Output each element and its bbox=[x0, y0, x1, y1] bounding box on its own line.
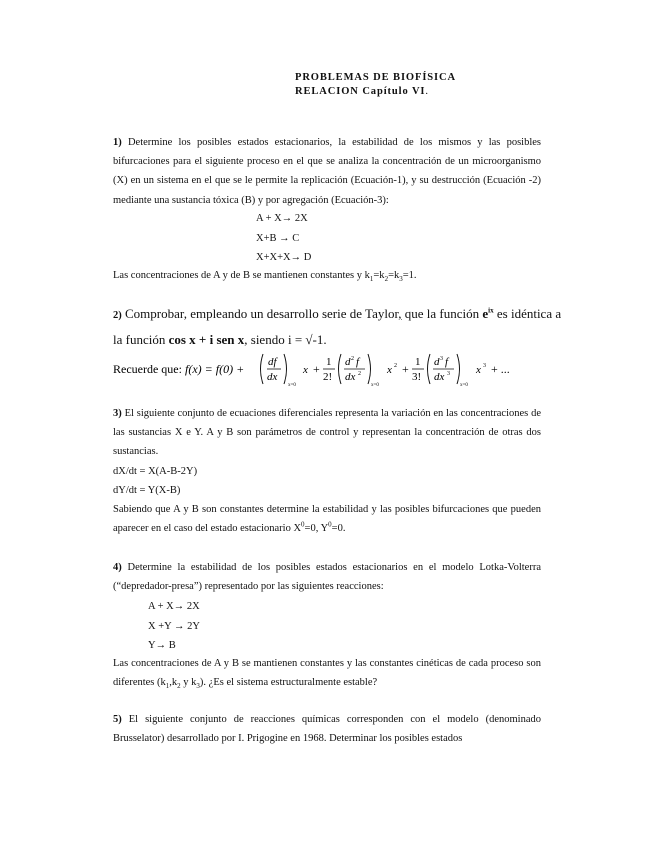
formula-lhs: f(x) = f(0) + bbox=[185, 362, 245, 376]
problem-5-number: 5) bbox=[113, 714, 122, 725]
problem-1-text: Determine los posibles estados estacionarios, la estabilidad de los mismos y las posibles bifurcaciones para el siguiente proceso en el que se analiza la concentración de un microorganismo (X) en un sistema en el que se le permite la replicación (Ecuación-1), y su destrucción (Ecuación -2) mediante una sustancia tóxica (B) y por agregación (Ecuación-3): bbox=[113, 137, 541, 206]
problem-2 bbox=[113, 302, 562, 352]
problem-4-reactions bbox=[148, 597, 200, 656]
title-line-2-text: RELACION Capítulo VI bbox=[295, 86, 426, 97]
problem-3-text: El siguiente conjunto de ecuaciones diferenciales representa la variación en las concentraciones de las sustancias X e Y. A y B son parámetros de control y representan la concentración de otras dos sustancias. bbox=[113, 408, 541, 458]
problem-1-closing-line bbox=[113, 266, 541, 285]
x-steady-superscript: 0 bbox=[301, 520, 305, 529]
k-subscript-1: 1 bbox=[369, 275, 374, 284]
term-2-power: 2 bbox=[394, 363, 397, 369]
problem-1-number: 1) bbox=[113, 137, 122, 148]
k-separator-1: ,k bbox=[169, 677, 178, 689]
reaction-3: Y→ B bbox=[148, 640, 176, 651]
d2-order: 2 bbox=[351, 356, 354, 362]
problem-4-statement bbox=[113, 558, 541, 596]
problem-3-number: 3) bbox=[113, 408, 122, 419]
problem-2-text-a: Comprobar, empleando un desarrollo serie de Taylor bbox=[125, 306, 399, 321]
problem-2-text-c: es idéntica a bbox=[493, 306, 562, 321]
k-symbol: k bbox=[364, 270, 370, 281]
problem-4-number: 4) bbox=[113, 562, 122, 573]
problem-2-text-b: que la función bbox=[401, 306, 483, 321]
term-3-power: 3 bbox=[483, 363, 486, 369]
d2-dx-order: 2 bbox=[358, 371, 361, 377]
problem-3-question-text: Sabiendo que A y B son constantes determine la estabilidad y las posibles bifurcaciones que pueden aparecer en el caso del estado estacionario X bbox=[113, 504, 541, 535]
eval-point-1: x=0 bbox=[288, 383, 296, 388]
k-symbol: =k bbox=[388, 270, 400, 281]
d1-numerator: df bbox=[268, 356, 277, 368]
problem-4-closing-text bbox=[113, 654, 541, 692]
d3-dx-order: 3 bbox=[447, 371, 450, 377]
problem-1-reactions bbox=[256, 209, 311, 268]
k-equality bbox=[364, 270, 417, 284]
problem-4-closing-b: ). ¿Es el sistema estructuralmente estable? bbox=[199, 677, 378, 689]
title-line-1: PROBLEMAS DE BIOFÍSICA bbox=[295, 72, 456, 83]
y-steady-superscript: 0 bbox=[328, 520, 332, 529]
k-separator-2: y k bbox=[180, 677, 197, 689]
e-symbol: e bbox=[482, 306, 489, 321]
problem-3 bbox=[113, 404, 541, 538]
problem-4-closing bbox=[113, 654, 541, 692]
title-line-2 bbox=[295, 85, 456, 99]
d2-dx: dx bbox=[345, 371, 356, 383]
problem-2-line-2-b: , siendo i = √-1. bbox=[244, 332, 327, 347]
problem-2-line-1 bbox=[113, 302, 562, 328]
problem-2-comma: , bbox=[398, 306, 402, 321]
euler-expression: cos x + i sen x bbox=[168, 332, 245, 347]
factorial-3: 3! bbox=[412, 371, 422, 383]
d3-order: 3 bbox=[440, 356, 443, 362]
taylor-formula bbox=[113, 350, 533, 390]
equation-dy: dY/dt = Y(X-B) bbox=[113, 484, 181, 496]
k-subscript-1: 1 bbox=[165, 682, 170, 691]
k-symbol: =k bbox=[373, 270, 385, 281]
d1-denominator: dx bbox=[267, 371, 278, 383]
term-3-x: x bbox=[476, 364, 481, 376]
problem-4-text: Determine la estabilidad de los posibles estados estacionarios en el modelo Lotka-Volterra (“depredador-presa”) representado por las siguientes reacciones: bbox=[113, 562, 541, 593]
problem-3-question-mid: =0, Y bbox=[304, 523, 329, 535]
eval-point-3: x=0 bbox=[460, 383, 468, 388]
problem-2-line-2 bbox=[113, 328, 553, 352]
problem-3-question bbox=[113, 500, 541, 538]
k-subscript-2: 2 bbox=[384, 275, 389, 284]
paren-open-3 bbox=[428, 354, 431, 384]
formula-tail: + ... bbox=[491, 362, 510, 376]
reaction-3: X+X+X→ D bbox=[256, 252, 312, 263]
paren-open-1 bbox=[261, 354, 264, 384]
term-1-x: x bbox=[303, 364, 308, 376]
title-line-2-period: . bbox=[425, 86, 429, 97]
eval-point-2: x=0 bbox=[371, 383, 379, 388]
plus-1: + bbox=[313, 362, 320, 376]
d2-d: d bbox=[345, 356, 351, 368]
reaction-1: A + X→ 2X bbox=[256, 213, 308, 224]
e-exponent: ix bbox=[488, 306, 494, 315]
problem-1-statement bbox=[113, 133, 541, 210]
problem-2-line-2-a: la función bbox=[113, 332, 169, 347]
term-2-x: x bbox=[387, 364, 392, 376]
factorial-2: 2! bbox=[323, 371, 333, 383]
problem-5-text: El siguiente conjunto de reacciones químicas corresponden con el modelo (denominado Brusselator) desarrollado por I. Prigogine en 1968. Determinar los posibles estados bbox=[113, 714, 541, 745]
paren-close-3 bbox=[457, 354, 460, 384]
recuerde-label: Recuerde que: bbox=[113, 362, 182, 376]
paren-close-2 bbox=[368, 354, 371, 384]
problem-1-closing bbox=[113, 266, 541, 285]
k-value: =1. bbox=[402, 270, 417, 281]
problem-5 bbox=[113, 710, 541, 748]
plus-2: + bbox=[402, 362, 409, 376]
problem-4-closing-a: Las concentraciones de A y B se mantienen constantes y las constantes cinéticas de cada proceso son diferentes (k bbox=[113, 658, 541, 689]
problem-3-equations bbox=[113, 462, 541, 500]
d3-d: d bbox=[434, 356, 440, 368]
k-subscript-3: 3 bbox=[399, 275, 403, 284]
problem-1 bbox=[113, 133, 541, 210]
k-subscript-3: 3 bbox=[196, 682, 200, 691]
reaction-2: X+B → C bbox=[256, 232, 300, 244]
d3-f: f bbox=[445, 356, 449, 368]
equation-dx: dX/dt = X(A-B-2Y) bbox=[113, 465, 198, 477]
d3-dx: dx bbox=[434, 371, 445, 383]
coef-1-numerator: 1 bbox=[326, 356, 332, 368]
problem-4 bbox=[113, 558, 541, 596]
page-title bbox=[295, 71, 456, 99]
problem-3-question-end: =0. bbox=[331, 523, 346, 535]
reaction-1: A + X→ 2X bbox=[148, 601, 200, 612]
problem-2-number: 2) bbox=[113, 310, 122, 321]
closing-text: Las concentraciones de A y de B se mantienen constantes y bbox=[113, 270, 365, 281]
k-subscript-2: 2 bbox=[177, 682, 181, 691]
problem-5-statement bbox=[113, 710, 541, 748]
reaction-2: X +Y → 2Y bbox=[148, 620, 200, 632]
coef-2-numerator: 1 bbox=[415, 356, 421, 368]
paren-open-2 bbox=[339, 354, 342, 384]
paren-close-1 bbox=[284, 354, 287, 384]
d2-f: f bbox=[356, 356, 360, 368]
problem-3-statement bbox=[113, 404, 541, 462]
taylor-formula-svg bbox=[113, 350, 533, 390]
